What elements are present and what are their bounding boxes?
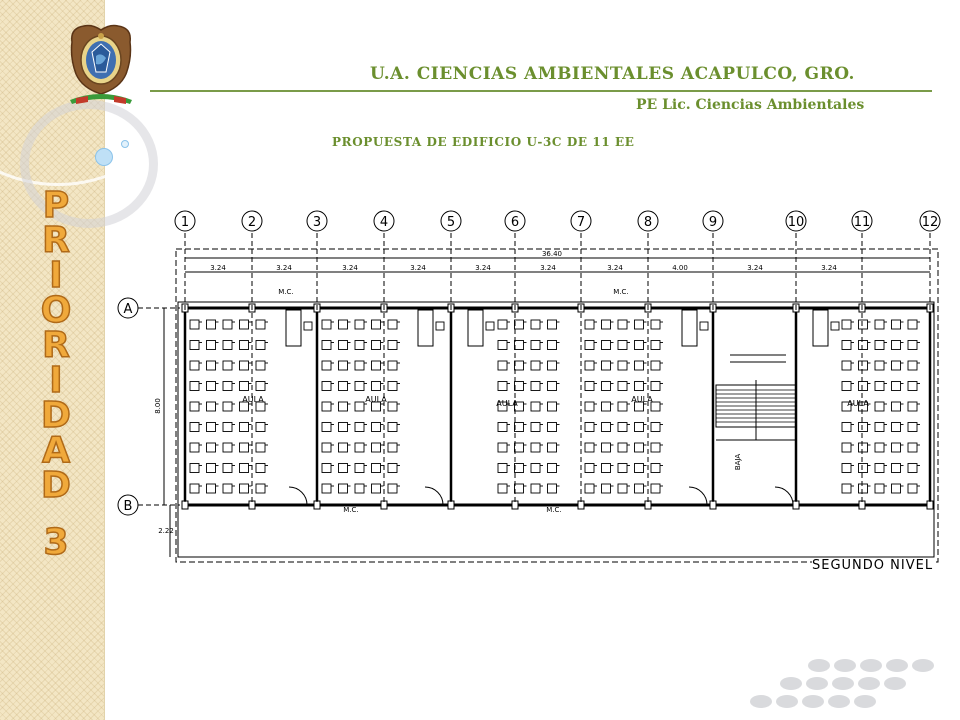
student-seat <box>322 320 331 329</box>
student-seat <box>875 443 884 452</box>
student-seat <box>842 464 851 473</box>
student-seat <box>602 402 611 411</box>
decorative-dot <box>806 677 828 690</box>
student-seat <box>190 382 199 391</box>
student-seat <box>651 464 660 473</box>
student-seat <box>875 402 884 411</box>
student-seat <box>207 464 216 473</box>
student-seat <box>256 320 265 329</box>
priority-vertical-label <box>26 185 86 563</box>
student-seat <box>515 382 524 391</box>
student-seat <box>875 341 884 350</box>
student-seat <box>602 361 611 370</box>
student-seat <box>585 382 594 391</box>
student-seat <box>531 382 540 391</box>
student-seat <box>207 484 216 493</box>
student-seat <box>190 341 199 350</box>
student-seat <box>223 443 232 452</box>
student-seat <box>859 423 868 432</box>
student-seat <box>531 443 540 452</box>
teacher-desk <box>682 310 697 346</box>
decorative-dot <box>884 677 906 690</box>
student-seat <box>223 341 232 350</box>
student-seat <box>207 382 216 391</box>
student-seat <box>859 361 868 370</box>
program-subtitle: PE Lic. Ciencias Ambientales <box>636 97 865 113</box>
priority-letter: I <box>49 360 63 401</box>
decorative-dot <box>750 695 772 708</box>
student-seat <box>515 320 524 329</box>
grid-axis-number: 4 <box>379 215 389 230</box>
teacher-chair <box>436 322 444 330</box>
teacher-chair <box>831 322 839 330</box>
grid-axis-number: 9 <box>708 215 718 230</box>
dimension-bay: 3.24 <box>410 264 426 272</box>
decorative-dot <box>886 659 908 672</box>
student-seat <box>585 484 594 493</box>
student-seat <box>223 464 232 473</box>
dimension-bay: 3.24 <box>747 264 763 272</box>
student-seat <box>908 402 917 411</box>
student-seat <box>635 361 644 370</box>
student-seat <box>355 320 364 329</box>
student-seat <box>618 423 627 432</box>
priority-letter: O <box>40 290 72 331</box>
student-seat <box>223 484 232 493</box>
student-seat <box>859 464 868 473</box>
teacher-desk <box>468 310 483 346</box>
student-seat <box>388 341 397 350</box>
student-seat <box>339 423 348 432</box>
student-seat <box>651 361 660 370</box>
student-seat <box>602 382 611 391</box>
priority-letter: A <box>42 430 70 471</box>
student-seat <box>875 320 884 329</box>
student-seat <box>207 341 216 350</box>
student-seat <box>223 361 232 370</box>
student-seat <box>875 382 884 391</box>
student-seat <box>859 484 868 493</box>
student-seat <box>875 484 884 493</box>
student-seat <box>355 484 364 493</box>
student-seat <box>256 423 265 432</box>
student-seat <box>635 320 644 329</box>
student-seat <box>207 320 216 329</box>
student-seat <box>240 320 249 329</box>
student-seat <box>531 484 540 493</box>
dimension-bay: 3.24 <box>540 264 556 272</box>
student-seat <box>322 382 331 391</box>
student-seat <box>322 402 331 411</box>
dimension-bay: 3.24 <box>342 264 358 272</box>
student-seat <box>585 423 594 432</box>
student-seat <box>635 423 644 432</box>
student-seat <box>190 464 199 473</box>
student-seat <box>859 443 868 452</box>
student-seat <box>355 443 364 452</box>
student-seat <box>207 443 216 452</box>
student-seat <box>322 423 331 432</box>
student-seat <box>498 423 507 432</box>
student-seat <box>618 464 627 473</box>
student-seat <box>256 464 265 473</box>
student-seat <box>388 361 397 370</box>
decorative-dot <box>854 695 876 708</box>
student-seat <box>531 361 540 370</box>
mc-label: M.C. <box>278 288 294 296</box>
student-seat <box>190 320 199 329</box>
level-label: SEGUNDO NIVEL <box>812 558 934 573</box>
student-seat <box>531 341 540 350</box>
student-seat <box>515 484 524 493</box>
student-seat <box>859 320 868 329</box>
priority-number: 3 <box>43 522 69 563</box>
grid-axis-letter: B <box>123 499 133 514</box>
grid-axis-letter: A <box>123 302 133 317</box>
decorative-bubble <box>121 140 129 148</box>
student-seat <box>908 341 917 350</box>
student-seat <box>240 382 249 391</box>
student-seat <box>651 484 660 493</box>
decorative-dot <box>808 659 830 672</box>
teacher-desk <box>418 310 433 346</box>
student-seat <box>585 443 594 452</box>
student-seat <box>602 484 611 493</box>
decorative-dot <box>834 659 856 672</box>
student-seat <box>355 402 364 411</box>
student-seat <box>618 484 627 493</box>
student-seat <box>240 484 249 493</box>
student-seat <box>388 423 397 432</box>
priority-letter: I <box>49 255 63 296</box>
student-seat <box>339 402 348 411</box>
student-seat <box>531 402 540 411</box>
door-swing <box>425 487 443 505</box>
teacher-desk <box>813 310 828 346</box>
student-seat <box>635 341 644 350</box>
student-seat <box>223 382 232 391</box>
student-seat <box>651 341 660 350</box>
decorative-dot <box>776 695 798 708</box>
decorative-dot <box>858 677 880 690</box>
student-seat <box>207 423 216 432</box>
student-seat <box>892 382 901 391</box>
student-seat <box>498 484 507 493</box>
header-divider <box>150 90 932 92</box>
student-seat <box>256 361 265 370</box>
student-seat <box>531 320 540 329</box>
student-seat <box>908 320 917 329</box>
student-seat <box>515 361 524 370</box>
student-seat <box>651 320 660 329</box>
student-seat <box>602 341 611 350</box>
student-seat <box>618 443 627 452</box>
dimension-total: 36.40 <box>541 250 563 258</box>
student-seat <box>585 341 594 350</box>
dimension-bay: 3.24 <box>475 264 491 272</box>
student-seat <box>339 443 348 452</box>
student-seat <box>256 443 265 452</box>
student-seat <box>548 443 557 452</box>
grid-axis-number: 5 <box>446 215 456 230</box>
student-seat <box>190 361 199 370</box>
student-seat <box>602 443 611 452</box>
proposal-heading: PROPUESTA DE EDIFICIO U-3C DE 11 EE <box>332 135 635 149</box>
student-seat <box>602 464 611 473</box>
room-label: AULA <box>631 395 653 404</box>
student-seat <box>388 484 397 493</box>
student-seat <box>372 341 381 350</box>
student-seat <box>859 382 868 391</box>
student-seat <box>635 443 644 452</box>
student-seat <box>372 382 381 391</box>
grid-axis-number: 1 <box>180 215 190 230</box>
decorative-dots <box>750 655 950 720</box>
student-seat <box>618 341 627 350</box>
grid-axis-number: 8 <box>643 215 653 230</box>
student-seat <box>515 443 524 452</box>
student-seat <box>859 341 868 350</box>
student-seat <box>548 484 557 493</box>
priority-letter: D <box>41 395 71 436</box>
door-swing <box>689 487 707 505</box>
student-seat <box>585 464 594 473</box>
student-seat <box>355 361 364 370</box>
dimension-bay: 3.24 <box>210 264 226 272</box>
page-title: U.A. CIENCIAS AMBIENTALES ACAPULCO, GRO. <box>370 64 855 84</box>
grid-axis-number: 6 <box>510 215 520 230</box>
student-seat <box>355 382 364 391</box>
student-seat <box>842 484 851 493</box>
student-seat <box>372 423 381 432</box>
student-seat <box>388 402 397 411</box>
student-seat <box>223 423 232 432</box>
student-seat <box>585 320 594 329</box>
student-seat <box>322 341 331 350</box>
student-seat <box>585 402 594 411</box>
mc-label: M.C. <box>546 506 562 514</box>
university-seal-logo <box>66 22 136 106</box>
grid-axis-number: 11 <box>853 215 871 230</box>
student-seat <box>388 320 397 329</box>
teacher-chair <box>700 322 708 330</box>
student-seat <box>892 341 901 350</box>
student-seat <box>388 382 397 391</box>
student-seat <box>388 464 397 473</box>
door-swing <box>289 487 307 505</box>
priority-letter: P <box>42 185 70 226</box>
priority-letter: R <box>42 325 70 366</box>
student-seat <box>531 464 540 473</box>
student-seat <box>548 320 557 329</box>
student-seat <box>207 361 216 370</box>
student-seat <box>322 484 331 493</box>
student-seat <box>322 361 331 370</box>
student-seat <box>355 423 364 432</box>
student-seat <box>372 361 381 370</box>
grid-axis-number: 3 <box>312 215 322 230</box>
student-seat <box>256 341 265 350</box>
student-seat <box>223 320 232 329</box>
stair-label: BAJA <box>734 453 742 471</box>
student-seat <box>618 382 627 391</box>
student-seat <box>498 320 507 329</box>
student-seat <box>635 464 644 473</box>
dimension-bay: 4.00 <box>672 264 688 272</box>
room-label: AULA <box>365 395 387 404</box>
student-seat <box>908 361 917 370</box>
grid-axis-number: 2 <box>247 215 257 230</box>
student-seat <box>372 443 381 452</box>
student-seat <box>618 320 627 329</box>
dimension-bay: 3.24 <box>276 264 292 272</box>
student-seat <box>651 423 660 432</box>
student-seat <box>240 464 249 473</box>
student-seat <box>339 484 348 493</box>
student-seat <box>635 382 644 391</box>
student-seat <box>498 382 507 391</box>
dimension-corridor: 2.22 <box>158 527 174 535</box>
decorative-dot <box>802 695 824 708</box>
student-seat <box>548 382 557 391</box>
student-seat <box>908 382 917 391</box>
room-label: AULA <box>496 399 518 408</box>
student-seat <box>256 484 265 493</box>
decorative-dot <box>780 677 802 690</box>
student-seat <box>908 423 917 432</box>
grid-axis-number: 12 <box>921 215 939 230</box>
student-seat <box>388 443 397 452</box>
student-seat <box>515 341 524 350</box>
door-swing <box>775 487 793 505</box>
student-seat <box>548 361 557 370</box>
student-seat <box>548 341 557 350</box>
floor-plan-drawing <box>110 190 945 580</box>
decorative-dot <box>828 695 850 708</box>
student-seat <box>339 361 348 370</box>
student-seat <box>240 443 249 452</box>
student-seat <box>842 361 851 370</box>
dimension-bay: 3.24 <box>607 264 623 272</box>
student-seat <box>339 464 348 473</box>
student-seat <box>372 484 381 493</box>
room-label: AULA <box>847 399 869 408</box>
student-seat <box>842 443 851 452</box>
student-seat <box>515 464 524 473</box>
student-seat <box>651 382 660 391</box>
teacher-chair <box>304 322 312 330</box>
mc-label: M.C. <box>343 506 359 514</box>
student-seat <box>618 361 627 370</box>
student-seat <box>842 320 851 329</box>
student-seat <box>190 402 199 411</box>
student-seat <box>892 484 901 493</box>
student-seat <box>892 464 901 473</box>
student-seat <box>602 320 611 329</box>
student-seat <box>875 361 884 370</box>
teacher-desk <box>286 310 301 346</box>
student-seat <box>908 484 917 493</box>
student-seat <box>240 423 249 432</box>
student-seat <box>372 464 381 473</box>
student-seat <box>892 320 901 329</box>
student-seat <box>372 320 381 329</box>
student-seat <box>602 423 611 432</box>
student-seat <box>498 443 507 452</box>
grid-axis-number: 10 <box>787 215 805 230</box>
priority-letter: R <box>42 220 70 261</box>
student-seat <box>515 423 524 432</box>
student-seat <box>842 382 851 391</box>
student-seat <box>842 341 851 350</box>
student-seat <box>190 423 199 432</box>
dimension-bay: 3.24 <box>821 264 837 272</box>
dimension-height: 8.00 <box>154 398 162 414</box>
student-seat <box>908 443 917 452</box>
student-seat <box>355 464 364 473</box>
mc-label: M.C. <box>613 288 629 296</box>
student-seat <box>339 382 348 391</box>
priority-letter: D <box>41 465 71 506</box>
student-seat <box>635 484 644 493</box>
student-seat <box>585 361 594 370</box>
student-seat <box>875 423 884 432</box>
student-seat <box>498 341 507 350</box>
room-label: AULA <box>242 395 264 404</box>
student-seat <box>322 464 331 473</box>
teacher-chair <box>486 322 494 330</box>
student-seat <box>240 341 249 350</box>
student-seat <box>842 423 851 432</box>
student-seat <box>892 361 901 370</box>
decorative-dot <box>912 659 934 672</box>
student-seat <box>908 464 917 473</box>
decorative-dot <box>860 659 882 672</box>
student-seat <box>190 484 199 493</box>
student-seat <box>548 402 557 411</box>
student-seat <box>651 443 660 452</box>
student-seat <box>892 443 901 452</box>
student-seat <box>498 464 507 473</box>
student-seat <box>548 423 557 432</box>
student-seat <box>190 443 199 452</box>
student-seat <box>223 402 232 411</box>
student-seat <box>498 361 507 370</box>
student-seat <box>875 464 884 473</box>
student-seat <box>339 320 348 329</box>
student-seat <box>339 341 348 350</box>
student-seat <box>618 402 627 411</box>
student-seat <box>355 341 364 350</box>
student-seat <box>240 361 249 370</box>
student-seat <box>207 402 216 411</box>
grid-axis-number: 7 <box>576 215 586 230</box>
decorative-dot <box>832 677 854 690</box>
student-seat <box>531 423 540 432</box>
student-seat <box>892 402 901 411</box>
student-seat <box>322 443 331 452</box>
student-seat <box>892 423 901 432</box>
student-seat <box>256 382 265 391</box>
student-seat <box>548 464 557 473</box>
